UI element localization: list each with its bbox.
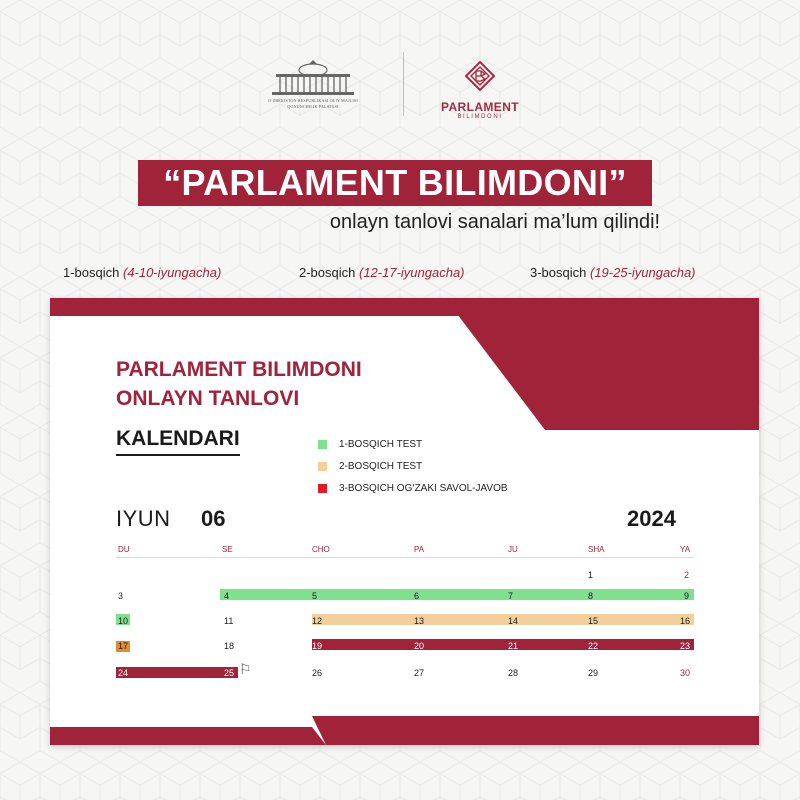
stage2-bar xyxy=(312,614,694,625)
legend-label: 2-BOSQICH TEST xyxy=(339,460,423,472)
weekday-se: SE xyxy=(222,545,233,554)
calendar-day-5[interactable]: 5 xyxy=(312,591,318,601)
calendar-day-23[interactable]: 23 xyxy=(680,641,691,651)
parliament-logo-text: OʻZBEKISTON RESPUBLIKASI OLIY MAJLISI QONUNCHILIK PALATASI xyxy=(268,98,358,109)
stage-3-label: 3-bosqich xyxy=(530,265,587,280)
stage1-bar xyxy=(220,589,694,600)
stage-1 xyxy=(63,265,221,280)
calendar-grid xyxy=(50,298,759,745)
stage3-bar-end xyxy=(116,667,238,678)
calendar-day-29[interactable]: 29 xyxy=(588,668,599,678)
parlament-bilimdoni-logo xyxy=(438,60,522,120)
parliament-building-icon xyxy=(270,58,356,98)
main-subtitle: onlayn tanlovi sanalari ma’lum qilindi! xyxy=(329,211,661,233)
calendar-day-21[interactable]: 21 xyxy=(508,641,519,651)
calendar-year: 2024 xyxy=(627,506,676,531)
stage-3-range: (19-25-iyungacha) xyxy=(590,265,696,280)
stage-2-label: 2-bosqich xyxy=(299,265,356,280)
calendar-day-14[interactable]: 14 xyxy=(508,616,519,626)
calendar-subtitle: KALENDARI xyxy=(116,427,240,456)
calendar-title-line2: ONLAYN TANLOVI xyxy=(116,387,300,410)
calendar-day-18[interactable]: 18 xyxy=(224,641,235,651)
weekday-du: DU xyxy=(118,545,130,554)
legend-label: 1-BOSQICH TEST xyxy=(339,438,423,450)
stage-3 xyxy=(530,265,696,280)
logo-sub: BILIMDONI xyxy=(457,114,503,120)
calendar-day-12[interactable]: 12 xyxy=(312,616,323,626)
calendar-day-7[interactable]: 7 xyxy=(508,591,514,601)
calendar-month-number: 06 xyxy=(201,506,226,531)
calendar-day-25[interactable]: 25 xyxy=(224,668,235,678)
calendar-day-19[interactable]: 19 xyxy=(312,641,323,651)
pb-emblem-icon xyxy=(464,60,496,92)
calendar-day-1[interactable]: 1 xyxy=(588,570,594,580)
calendar-day-22[interactable]: 22 xyxy=(588,641,599,651)
weekday-ju: JU xyxy=(508,545,518,554)
calendar-day-15[interactable]: 15 xyxy=(588,616,599,626)
main-title: “PARLAMENT BILIMDONI” xyxy=(138,160,652,206)
weekday-divider xyxy=(116,557,694,558)
flag-icon: ⚐ xyxy=(239,662,252,678)
calendar-card xyxy=(50,298,759,745)
calendar-day-3[interactable]: 3 xyxy=(118,591,124,601)
calendar-day-13[interactable]: 13 xyxy=(414,616,425,626)
calendar-day-20[interactable]: 20 xyxy=(414,641,425,651)
logo-name: PARLAMENT xyxy=(440,100,520,114)
weekday-ya: YA xyxy=(680,545,691,554)
stage-2 xyxy=(299,265,465,280)
stage-1-label: 1-bosqich xyxy=(63,265,120,280)
calendar-day-10[interactable]: 10 xyxy=(118,616,129,626)
stage3-bar xyxy=(312,639,694,650)
legend-label: 3-BOSQICH OG‘ZAKI SAVOL-JAVOB xyxy=(339,482,508,494)
calendar-day-16[interactable]: 16 xyxy=(680,616,691,626)
calendar-day-2[interactable]: 2 xyxy=(684,570,690,580)
calendar-day-30[interactable]: 30 xyxy=(680,668,691,678)
calendar-day-28[interactable]: 28 xyxy=(508,668,519,678)
weekday-cho: CHO xyxy=(312,545,330,554)
calendar-title-line1: PARLAMENT BILIMDONI xyxy=(116,358,362,381)
calendar-day-11[interactable]: 11 xyxy=(224,616,234,626)
calendar-day-27[interactable]: 27 xyxy=(414,668,425,678)
weekday-pa: PA xyxy=(414,545,425,554)
calendar-day-4[interactable]: 4 xyxy=(224,591,230,601)
calendar-day-8[interactable]: 8 xyxy=(588,591,594,601)
calendar-day-24[interactable]: 24 xyxy=(118,668,129,678)
calendar-day-26[interactable]: 26 xyxy=(312,668,323,678)
calendar-month: IYUN xyxy=(116,506,171,531)
calendar-day-17[interactable]: 17 xyxy=(118,641,129,651)
calendar-day-9[interactable]: 9 xyxy=(684,591,690,601)
stage-1-range: (4-10-iyungacha) xyxy=(123,265,222,280)
parliament-logo xyxy=(258,58,368,116)
calendar-day-6[interactable]: 6 xyxy=(414,591,420,601)
header-divider xyxy=(403,52,404,116)
weekday-sha: SHA xyxy=(588,545,605,554)
stage-2-range: (12-17-iyungacha) xyxy=(359,265,465,280)
